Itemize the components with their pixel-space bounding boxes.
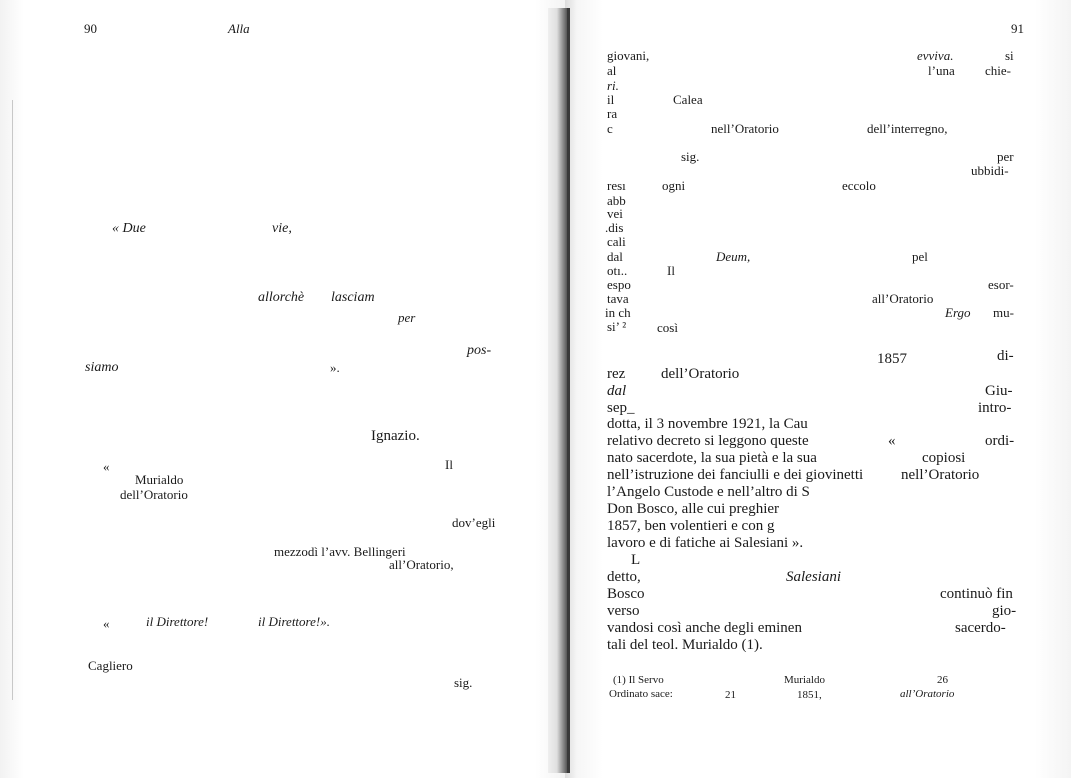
text-fragment: Salesiani [786,569,841,585]
body-line: relativo decreto si leggono queste [607,433,809,449]
text-fragment: ra [607,106,618,121]
text-fragment: pos- [467,343,492,358]
text-fragment: così [657,320,678,335]
text-fragment: nell’Oratorio [711,121,779,136]
text-fragment: vei [607,206,623,221]
footnote-text: 1851, [797,689,822,701]
page-edge-shadow [12,100,13,700]
text-fragment: Giu- [985,383,1013,399]
text-fragment: dal [607,383,627,399]
text-fragment: lasciam [331,290,375,305]
body-line: nell’istruzione dei fanciulli e dei giovinetti [607,467,864,483]
body-line: dotta, il 3 novembre 1921, la Cau [607,416,808,432]
text-fragment: pel [912,249,928,264]
text-fragment: Il [667,263,675,278]
text-fragment: otı.. [607,263,628,278]
text-fragment: vie, [272,221,292,236]
footnote-text: Murialdo [784,674,825,686]
text-fragment: Calea [673,92,703,107]
body-line: 1857, ben volentieri e con g [607,518,775,534]
text-fragment: di- [997,348,1014,364]
body-line: Don Bosco, alle cui preghier [607,501,780,517]
text-fragment: siamo [85,360,119,375]
text-fragment: resı [607,178,626,193]
text-fragment: giovani, [607,48,650,63]
footnote-text: (1) Il Servo [613,674,664,686]
text-fragment: « [103,616,110,631]
gutter-shadow-line [567,8,570,773]
body-line: L [631,552,641,568]
right-page [565,0,1071,778]
text-fragment: ordi- [985,433,1015,449]
text-fragment: esor- [988,277,1014,292]
text-fragment: continuò fin [940,586,1013,602]
text-fragment: ubbidi- [971,163,1009,178]
text-fragment: dal [607,249,623,264]
text-fragment: sep_ [607,400,635,416]
text-fragment: si [1005,48,1014,63]
text-fragment: allorchè [258,290,305,305]
text-fragment: ogni [662,178,686,193]
text-fragment: mezzodì l’avv. Bellingeri [274,544,406,559]
footnote-text: 26 [937,674,948,686]
text-fragment: Deum, [716,249,751,264]
body-line: l’Angelo Custode e nell’altro di S [607,484,810,500]
page-number-right: 91 [1011,21,1024,36]
body-line: lavoro e di fatiche ai Salesiani ». [607,535,804,551]
footnote-text: Ordinato sace: [609,688,673,700]
text-fragment: evviva. [917,48,954,63]
body-line: tali del teol. Murialdo (1). [607,637,763,653]
footnote-text: 21 [725,689,736,701]
text-fragment: chie- [985,63,1011,78]
text-fragment: sacerdo- [955,620,1006,636]
text-fragment: dell’Oratorio [661,366,740,382]
text-fragment: abb [607,193,626,208]
text-fragment: ri. [607,78,619,93]
text-fragment: sig. [681,149,700,164]
text-fragment: dell’interregno, [867,121,948,136]
text-fragment: in ch [605,305,631,320]
text-fragment: detto, [607,569,641,585]
running-head: Alla [228,21,250,36]
text-fragment: intro- [978,400,1012,416]
text-fragment: Bosco [607,586,645,602]
text-fragment: rez [607,366,626,382]
text-fragment: il [607,92,615,107]
text-fragment: al [607,63,617,78]
text-fragment: dell’Oratorio [120,487,188,502]
page-number-left: 90 [84,21,97,36]
text-fragment: all’Oratorio [872,291,934,306]
body-line: nato sacerdote, la sua pietà e la sua [607,450,817,466]
text-fragment: mu- [993,305,1014,320]
text-fragment: cali [607,234,626,249]
text-fragment: nell’Oratorio [901,467,980,483]
text-fragment: Il [445,457,453,472]
footnote-text: all’Oratorio [900,688,955,700]
text-fragment: « [103,459,110,474]
text-fragment: il Direttore!». [258,614,330,629]
text-fragment: .dis [605,220,624,235]
text-fragment: verso [607,603,640,619]
text-fragment: espo [607,277,631,292]
text-fragment: Ergo [945,305,971,320]
body-line: vandosi così anche degli eminen [607,620,802,636]
text-fragment: dov’egli [452,515,496,530]
text-fragment: il Direttore! [146,614,209,629]
text-fragment: eccolo [842,178,876,193]
text-fragment: all’Oratorio, [389,557,454,572]
text-fragment: Cagliero [88,658,133,673]
text-fragment: ». [330,360,340,375]
text-fragment: per [398,310,416,325]
text-fragment: sig. [454,675,473,690]
text-fragment: per [997,149,1014,164]
text-fragment: copiosi [922,450,966,466]
text-fragment: Ignazio. [371,428,420,444]
text-fragment: 1857 [877,351,907,367]
text-fragment: tava [607,291,629,306]
text-fragment: « Due [112,221,146,236]
text-fragment: si’ ² [607,319,627,334]
text-fragment: gio- [992,603,1017,619]
text-fragment: « [888,433,896,449]
text-fragment: Murialdo [135,472,184,487]
text-fragment: l’una [928,63,955,78]
text-fragment: c [607,121,613,136]
